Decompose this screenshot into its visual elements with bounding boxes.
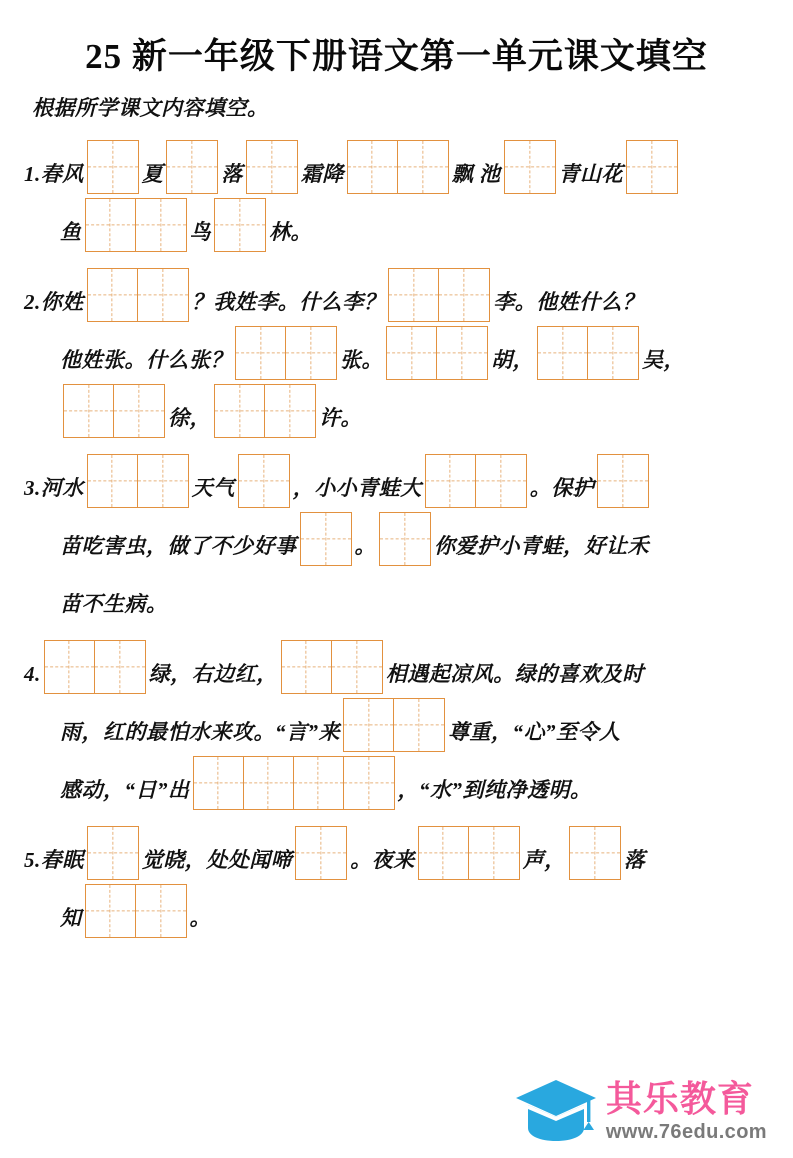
text-run: 青山花 (558, 162, 623, 186)
answer-cell[interactable] (86, 199, 136, 251)
answer-grid[interactable] (537, 326, 639, 380)
answer-grid[interactable] (347, 140, 449, 194)
answer-cell[interactable] (95, 641, 145, 693)
answer-cell[interactable] (239, 455, 289, 507)
answer-cell[interactable] (215, 385, 265, 437)
answer-cell[interactable] (398, 141, 448, 193)
text-run: 他姓张。什么张？ (60, 348, 232, 372)
question-2 (24, 264, 769, 438)
answer-cell[interactable] (627, 141, 677, 193)
question-line (24, 566, 769, 624)
text-run: 鱼 (60, 220, 82, 244)
text-run: 苗不生病。 (60, 592, 168, 616)
answer-cell[interactable] (215, 199, 265, 251)
answer-cell[interactable] (296, 827, 346, 879)
text-run: 落 (623, 848, 646, 872)
answer-grid[interactable] (418, 826, 520, 880)
question-line (24, 822, 769, 880)
answer-cell[interactable] (247, 141, 297, 193)
text-run: 。 (189, 906, 211, 930)
answer-cell[interactable] (136, 199, 186, 251)
answer-cell[interactable] (380, 513, 430, 565)
answer-grid[interactable] (300, 512, 352, 566)
text-run: 声， (522, 848, 566, 872)
answer-cell[interactable] (167, 141, 217, 193)
answer-cell[interactable] (265, 385, 315, 437)
answer-cell[interactable] (394, 699, 444, 751)
question-line (24, 636, 769, 694)
answer-grid[interactable] (246, 140, 298, 194)
answer-grid[interactable] (597, 454, 649, 508)
text-run: 觉晓，处处闻啼 (141, 848, 293, 872)
answer-cell[interactable] (88, 455, 138, 507)
logo-text-block (605, 1077, 767, 1143)
answer-grid[interactable] (235, 326, 337, 380)
text-run: 飘 池 (451, 162, 501, 186)
text-run: 夏 (141, 162, 164, 186)
text-run: 雨，红的最怕水来攻。“言”来 (60, 720, 340, 744)
worksheet-page (0, 36, 793, 1158)
text-run: 吴， (642, 348, 685, 372)
answer-grid[interactable] (214, 198, 266, 252)
question-1 (24, 136, 769, 252)
answer-cell[interactable] (136, 885, 186, 937)
text-run: 感动，“日”出 (60, 778, 190, 802)
text-run: 许。 (319, 406, 362, 430)
site-logo (514, 1078, 767, 1144)
answer-grid[interactable] (193, 756, 395, 810)
text-run: 天气 (191, 476, 235, 500)
answer-grid[interactable] (386, 326, 488, 380)
text-run: 2.你姓 (24, 290, 84, 314)
question-3 (24, 450, 769, 624)
question-list (24, 136, 769, 938)
text-run: 李。他姓什么？ (493, 290, 644, 314)
text-run: 霜降 (300, 162, 344, 186)
text-run: 苗吃害虫，做了不少好事 (60, 534, 297, 558)
answer-cell[interactable] (344, 757, 394, 809)
text-run: 1.春风 (24, 162, 84, 186)
text-run: 林。 (269, 220, 312, 244)
answer-grid[interactable] (63, 384, 165, 438)
question-line (24, 264, 769, 322)
answer-cell[interactable] (332, 641, 382, 693)
answer-cell[interactable] (538, 327, 588, 379)
text-run: 胡， (491, 348, 534, 372)
answer-grid[interactable] (87, 454, 189, 508)
question-line (24, 194, 769, 252)
answer-cell[interactable] (505, 141, 555, 193)
answer-grid[interactable] (281, 640, 383, 694)
answer-cell[interactable] (64, 385, 114, 437)
answer-cell[interactable] (244, 757, 294, 809)
answer-grid[interactable] (85, 198, 187, 252)
answer-grid[interactable] (85, 884, 187, 938)
answer-cell[interactable] (439, 269, 489, 321)
text-run: 绿，右边红， (148, 662, 278, 686)
answer-cell[interactable] (88, 827, 138, 879)
text-run: 尊重，“心”至令人 (448, 720, 621, 744)
answer-cell[interactable] (426, 455, 476, 507)
answer-grid[interactable] (388, 268, 490, 322)
answer-cell[interactable] (344, 699, 394, 751)
answer-cell[interactable] (236, 327, 286, 379)
question-line (24, 694, 769, 752)
text-run: 。保护 (529, 476, 595, 500)
text-run: 5.春眠 (24, 848, 84, 872)
answer-grid[interactable] (44, 640, 146, 694)
question-line (24, 450, 769, 508)
answer-grid[interactable] (238, 454, 290, 508)
answer-grid[interactable] (425, 454, 527, 508)
text-run: 相遇起凉风。绿的喜欢及时 (385, 662, 644, 686)
answer-cell[interactable] (88, 269, 138, 321)
answer-grid[interactable] (504, 140, 556, 194)
logo-website-url: www.76edu.com (605, 1120, 767, 1143)
logo-brand-name: 其乐教育 (605, 1077, 754, 1119)
text-run: 你爱护小青蛙，好让禾 (434, 534, 649, 558)
answer-grid[interactable] (295, 826, 347, 880)
text-run: ，“水”到纯净透明。 (397, 778, 592, 802)
question-5 (24, 822, 769, 938)
question-line (24, 880, 769, 938)
answer-cell[interactable] (389, 269, 439, 321)
answer-cell[interactable] (286, 327, 336, 379)
text-run: 。夜来 (350, 848, 415, 872)
answer-cell[interactable] (138, 269, 188, 321)
question-line (24, 752, 769, 810)
answer-cell[interactable] (45, 641, 95, 693)
answer-cell[interactable] (88, 141, 138, 193)
answer-cell[interactable] (194, 757, 244, 809)
question-4 (24, 636, 769, 810)
answer-cell[interactable] (419, 827, 469, 879)
answer-grid[interactable] (87, 826, 139, 880)
answer-cell[interactable] (138, 455, 188, 507)
answer-cell[interactable] (469, 827, 519, 879)
text-run: 张。 (340, 348, 383, 372)
question-line (24, 136, 769, 194)
page-title: 25 新一年级下册语文第一单元课文填空 (85, 37, 708, 76)
answer-cell[interactable] (598, 455, 648, 507)
answer-cell[interactable] (86, 885, 136, 937)
answer-grid[interactable] (87, 140, 139, 194)
answer-cell[interactable] (588, 327, 638, 379)
answer-cell[interactable] (348, 141, 398, 193)
answer-grid[interactable] (569, 826, 621, 880)
text-run: 3.河水 (24, 476, 84, 500)
answer-cell[interactable] (387, 327, 437, 379)
answer-cell[interactable] (294, 757, 344, 809)
answer-grid[interactable] (343, 698, 445, 752)
answer-grid[interactable] (626, 140, 678, 194)
graduation-cap-icon (514, 1078, 598, 1144)
instruction-text: 根据所学课文内容填空。 (32, 96, 269, 120)
text-run: 4. (24, 662, 41, 686)
question-line (24, 508, 769, 566)
text-run: 落 (221, 162, 243, 186)
text-run: 。 (354, 534, 376, 558)
text-run: ，小小青蛙大 (292, 476, 422, 500)
answer-cell[interactable] (437, 327, 487, 379)
question-line (24, 380, 769, 438)
answer-cell[interactable] (114, 385, 164, 437)
question-line (24, 322, 769, 380)
answer-cell[interactable] (570, 827, 620, 879)
text-run: 鸟 (189, 220, 211, 244)
answer-grid[interactable] (214, 384, 316, 438)
answer-grid[interactable] (87, 268, 189, 322)
answer-cell[interactable] (282, 641, 332, 693)
answer-grid[interactable] (379, 512, 431, 566)
text-run: 徐， (168, 406, 211, 430)
text-run: 知 (60, 906, 82, 930)
answer-grid[interactable] (166, 140, 218, 194)
text-run: ？我姓李。什么李？ (191, 290, 386, 314)
answer-cell[interactable] (301, 513, 351, 565)
answer-cell[interactable] (476, 455, 526, 507)
